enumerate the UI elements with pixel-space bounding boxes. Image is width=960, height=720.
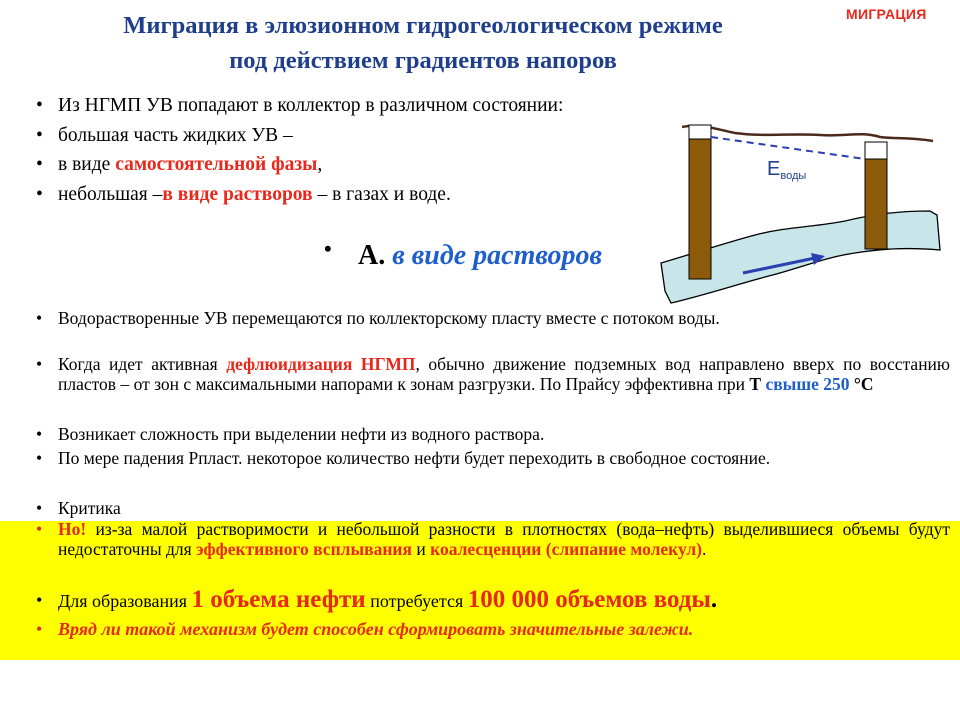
water-volume: 100 000 объемов воды bbox=[467, 586, 711, 613]
floating-term: эффективного всплывания bbox=[196, 538, 412, 559]
right-well-pipe bbox=[865, 159, 887, 249]
coalescence-term: коалесценции (слипание молекул) bbox=[430, 538, 702, 559]
gradient-label: $E_{воды}$ bbox=[767, 158, 807, 182]
pressure-gradient-line bbox=[711, 137, 865, 159]
list-item-2: • Когда идет активная дефлюидизация НГМП, обычно движение подземных вод направлено вверх по восстанию пластов – от зон с максимальными напорами к зонам разгрузки. По Прайсу эффективна при Т свыше 250 °С bbox=[36, 355, 950, 425]
list-item-but: • Но! из-за малой растворимости и небольшой разности в плотностях (вода–нефть) выделившиеся объемы будут недостаточны для эффективного всплывания и коалесценции (слипание молекул). bbox=[36, 520, 950, 588]
left-well-pipe bbox=[689, 139, 711, 279]
title-line-2: под действием градиентов напоров bbox=[229, 47, 617, 74]
list-item-volume: • Для образования 1 объема нефти потребуется 100 000 объемов воды. bbox=[36, 588, 950, 618]
intro-item-1: • Из НГМП УВ попадают в коллектор в различном состоянии: bbox=[36, 91, 676, 121]
well-diagram bbox=[655, 115, 945, 315]
intro-list bbox=[36, 91, 676, 209]
oil-volume: 1 объема нефти bbox=[191, 586, 366, 613]
intro-item-3-highlight: самостоятельной фазы bbox=[115, 154, 318, 175]
subheading-letter: А. bbox=[358, 240, 386, 271]
subheading bbox=[324, 236, 603, 272]
title-line-1: Миграция в элюзионном гидрогеологическом режиме bbox=[123, 12, 723, 39]
intro-item-4-highlight: в виде растворов bbox=[162, 183, 313, 205]
intro-item-3: • в виде самостоятельной фазы, bbox=[36, 150, 676, 180]
intro-item-4: • небольшая –в виде растворов – в газах и воде. bbox=[36, 180, 676, 210]
right-well-top bbox=[865, 142, 887, 159]
list-item-1: • Водорастворенные УВ перемещаются по коллекторскому пласту вместе с потоком воды. bbox=[36, 309, 950, 355]
temperature-threshold: свыше 250 bbox=[765, 373, 850, 394]
page-title bbox=[18, 8, 828, 78]
list-item-critique: • Критика bbox=[36, 499, 950, 520]
ground-surface bbox=[682, 126, 933, 141]
defluidization-term: дефлюидизация НГМП bbox=[226, 354, 416, 374]
list-item-3: • Возникает сложность при выделении нефти из водного раствора. bbox=[36, 425, 950, 449]
main-list bbox=[36, 309, 950, 640]
subheading-text: в виде растворов bbox=[392, 240, 603, 271]
list-item-4: • По мере падения Рпласт. некоторое количество нефти будет переходить в свободное состояние. bbox=[36, 449, 950, 499]
left-well-top bbox=[689, 125, 711, 139]
subheading-bullet: • bbox=[324, 236, 332, 261]
intro-item-2: • большая часть жидких УВ – bbox=[36, 121, 676, 151]
list-item-conclusion: • Вряд ли такой механизм будет способен сформировать значительные залежи. bbox=[36, 618, 950, 640]
section-tag: МИГРАЦИЯ bbox=[846, 6, 927, 22]
